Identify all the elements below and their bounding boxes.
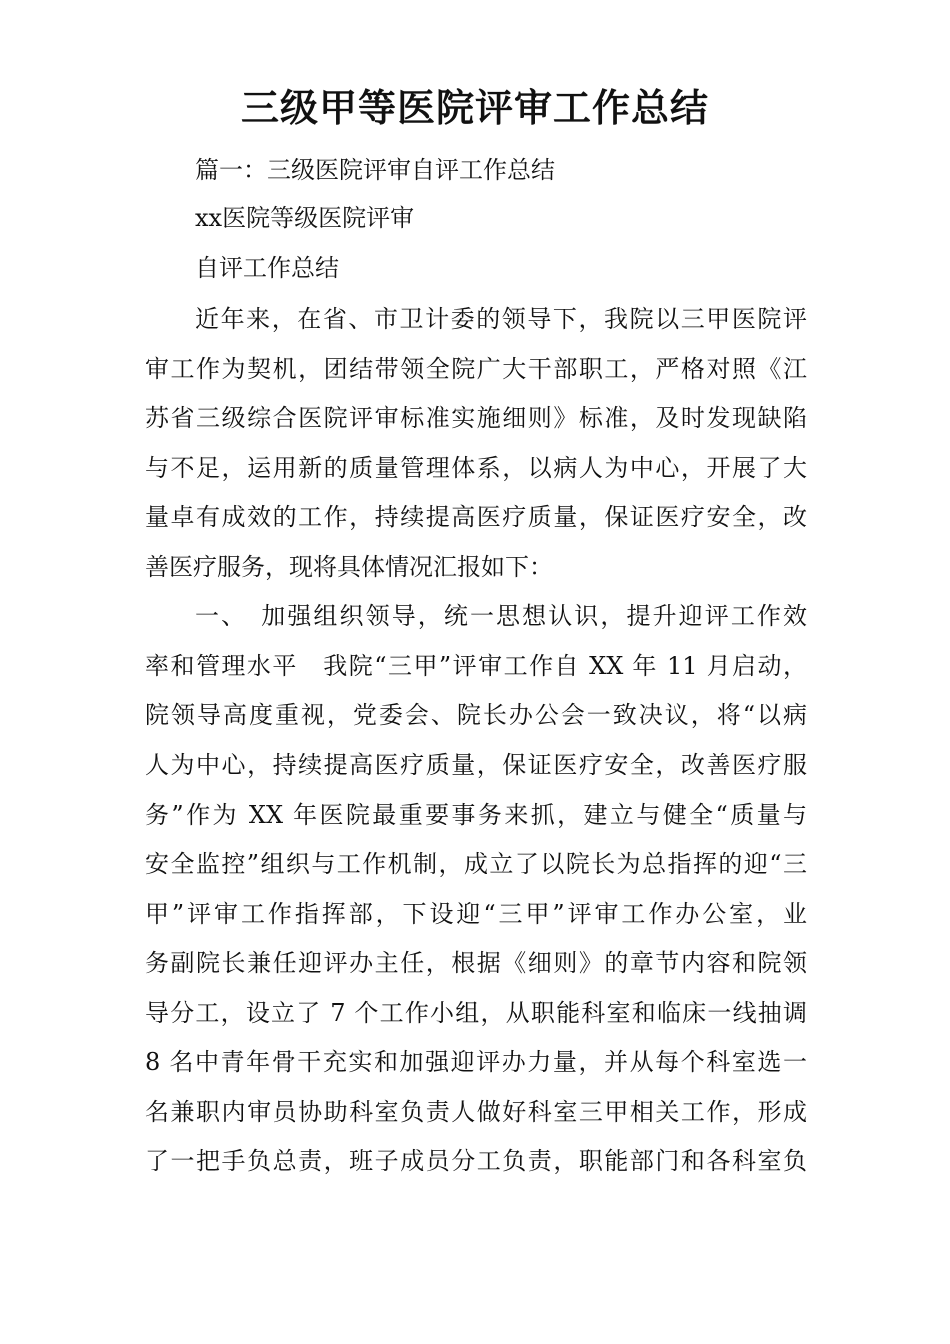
paragraph-line: 苏省三级综合医院评审标准实施细则》标准，及时发现缺陷	[145, 404, 807, 432]
section-one-heading: 一、 加强组织领导，统一思想认识，提升迎评工作效	[195, 602, 807, 630]
paragraph-line: 务副院长兼任迎评办主任，根据《细则》的章节内容和院领	[145, 949, 807, 977]
paragraph-line: 8 名中青年骨干充实和加强迎评办力量，并从每个科室选一	[145, 1048, 807, 1076]
paragraph-line: 名兼职内审员协助科室负责人做好科室三甲相关工作，形成	[145, 1098, 807, 1126]
paragraph-line: 近年来，在省、市卫计委的领导下，我院以三甲医院评	[195, 305, 807, 333]
paragraph-line: 与不足，运用新的质量管理体系，以病人为中心，开展了大	[145, 454, 807, 482]
paragraph-line: 了一把手负总责，班子成员分工负责，职能部门和各科室负	[145, 1147, 807, 1175]
paragraph-line: 量卓有成效的工作，持续提高医疗质量，保证医疗安全，改	[145, 503, 807, 531]
hospital-subtitle: xx医院等级医院评审	[195, 204, 415, 232]
paragraph-line: 院领导高度重视，党委会、院长办公会一致决议，将“以病	[145, 701, 807, 729]
paragraph-line: 率和管理水平 我院“三甲”评审工作自 XX 年 11 月启动，	[145, 652, 807, 680]
paragraph-line: 甲”评审工作指挥部，下设迎“三甲”评审工作办公室，业	[145, 900, 807, 928]
paragraph-line: 安全监控”组织与工作机制，成立了以院长为总指挥的迎“三	[145, 850, 807, 878]
paragraph-line: 善医疗服务，现将具体情况汇报如下：	[145, 553, 553, 581]
section-heading: 篇一：三级医院评审自评工作总结	[195, 156, 555, 184]
report-subtitle: 自评工作总结	[195, 254, 339, 282]
paragraph-line: 导分工，设立了 7 个工作小组，从职能科室和临床一线抽调	[145, 999, 807, 1027]
paragraph-line: 务”作为 XX 年医院最重要事务来抓，建立与健全“质量与	[145, 801, 807, 829]
paragraph-line: 人为中心，持续提高医疗质量，保证医疗安全，改善医疗服	[145, 751, 807, 779]
paragraph-line: 审工作为契机，团结带领全院广大干部职工，严格对照《江	[145, 355, 807, 383]
document-title: 三级甲等医院评审工作总结	[240, 86, 709, 130]
